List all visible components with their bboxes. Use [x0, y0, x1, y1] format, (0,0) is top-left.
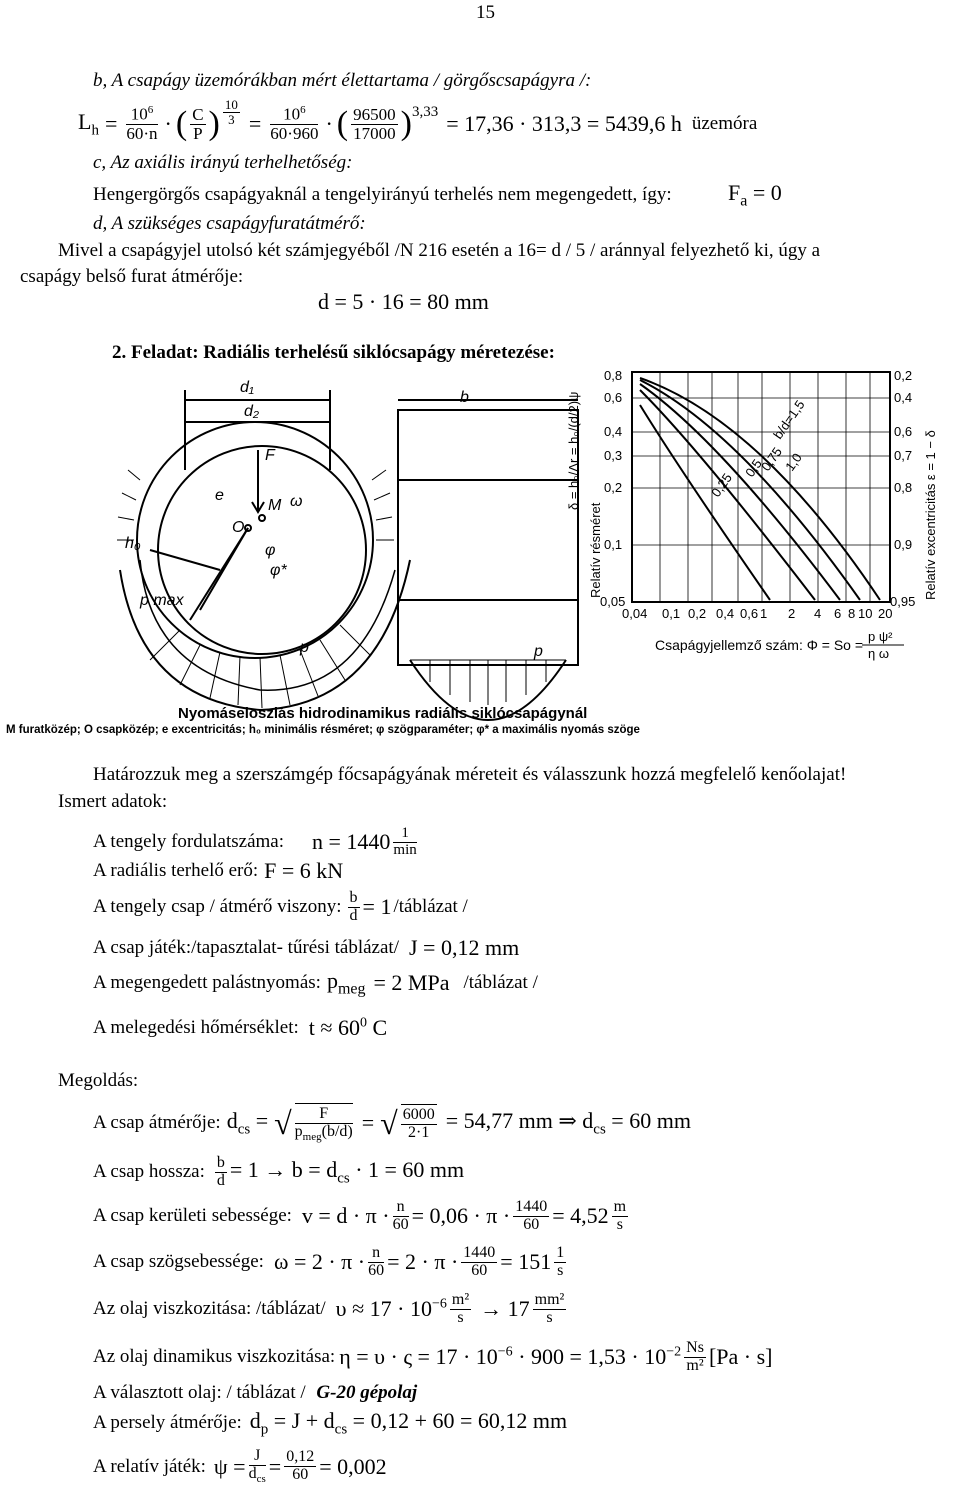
section-c-text: Hengergörgős csapágyaknál a tengelyirányú terhelés nem megengedett, így: [93, 184, 672, 205]
exp-den: 3 [228, 111, 235, 127]
dcs-f1-den-b: b [326, 1122, 335, 1140]
eta-formula: η = υ · ς = 17 · 10 [339, 1344, 498, 1370]
fa-symbol: F [728, 180, 741, 205]
sol-length [93, 1155, 464, 1190]
task2-intro: Határozzuk meg a szerszámgép főcsapágyának méreteit és válasszunk hozzá megfelelő kenőolajat! [93, 764, 847, 785]
known-n [93, 826, 420, 859]
w-formula: ω = 2 · π · [273, 1249, 366, 1275]
label-h0: h₀ [125, 535, 141, 552]
p-rhs: = 2 MPa [373, 970, 450, 996]
ytick-r-08: 0,8 [894, 480, 913, 495]
len-num: b [216, 1154, 225, 1171]
xtick-2: 2 [788, 606, 796, 621]
eta-label: Az olaj dinamikus viszkozitása: [93, 1346, 336, 1368]
graph-ylabel-left: Relatív résméret [588, 502, 603, 598]
task2-title: 2. Feladat: Radiális terhelésű siklócsapágy méretezése: [112, 342, 555, 363]
eta-mid: · 900 = 1,53 · 10 [518, 1344, 667, 1370]
graph-ylabel-formula: δ = h₀/Δr = h₀/(d/2)ψ [566, 391, 581, 510]
ytick-01: 0,1 [604, 537, 623, 552]
graph-xlabel-num: p ψ² [868, 629, 893, 644]
w-unit-den: s [557, 1261, 564, 1279]
label-d2: d₂ [244, 403, 259, 420]
known-j [93, 935, 519, 961]
bore-formula: d = 5 · 16 = 80 mm [318, 289, 489, 314]
known-f [93, 858, 343, 884]
label-e: e [215, 487, 224, 504]
lifetime-formula: $L_h$ = $\frac{10^6}{60\cdot n}$ · ( $\frac{C}{P}$ ) $\frac{10}{3}$ = $\frac{10^6}{60\cdot 960}$ · ( $\frac{96500}{17000}$ ) $^{3,33}$ = 17,36 · 313,3 = 5439,6 h üzemóra [78, 96, 758, 143]
axial-formula [728, 180, 782, 210]
eta-u-num: Ns [686, 1339, 704, 1356]
ytick-r-09: 0,9 [894, 537, 913, 552]
n-unit-num: 1 [393, 826, 416, 843]
dp-rest: = J + d [273, 1408, 335, 1433]
t-sup: 0 [359, 1015, 367, 1031]
section-b-heading: b, A csapágy üzemórákban mért élettartama / görgőscsapágyra /: [93, 70, 592, 91]
w-f2-den: 60 [471, 1261, 488, 1279]
label-d1: d₁ [240, 379, 254, 396]
xtick-20: 20 [878, 606, 893, 621]
sol-oil [93, 1382, 417, 1404]
eq-sign-2: = [248, 111, 262, 136]
len-den: d [216, 1171, 225, 1189]
dcs-lhs: d [226, 1107, 238, 1133]
ytick-r-04: 0,4 [894, 390, 913, 405]
curve-label-10: 1,0 [782, 450, 805, 474]
graph-xlabel-den: η ω [868, 646, 889, 661]
dp-label: A persely átmérője: [93, 1412, 242, 1434]
r-den: 17000 [353, 123, 396, 143]
curve-label-05: 0,5 [742, 456, 765, 480]
sol-omega [93, 1245, 569, 1280]
xtick-06: 0,6 [740, 606, 759, 621]
ytick-r-06: 0,6 [894, 424, 913, 439]
ytick-r-095: 0,95 [890, 594, 916, 609]
dcs-label: A csap átmérője: [93, 1112, 221, 1133]
graph-ylabel-right: Relatív excentricitás ε = 1 − δ [923, 430, 938, 600]
nu-u-num: m² [451, 1291, 470, 1308]
n-formula: n = 1440 [312, 829, 391, 855]
len-sub: cs [337, 1170, 350, 1187]
known-heading: Ismert adatok: [58, 791, 168, 812]
dcs-f1-den: p [294, 1122, 303, 1140]
cp-den: P [193, 123, 203, 143]
v-f2-num: 1440 [515, 1198, 548, 1215]
solution-heading: Megoldás: [58, 1070, 139, 1091]
t-unit: C [372, 1015, 388, 1040]
f1-num-exp: 6 [147, 104, 154, 117]
psi-eq: = [268, 1453, 282, 1479]
ytick-08: 0,8 [604, 368, 623, 383]
eta-exp2: −2 [666, 1344, 682, 1360]
label-p: p [300, 639, 309, 656]
lh-sub: h [91, 122, 99, 139]
psi-f1-den: d [248, 1464, 257, 1482]
ytick-r-07: 0,7 [894, 448, 913, 463]
curve-label-025: 0,25 [708, 470, 735, 500]
psi-f2-den: 60 [292, 1466, 309, 1484]
exp-2: 3,33 [411, 103, 439, 120]
dp-sub2: cs [334, 1421, 348, 1438]
w-f2-num: 1440 [463, 1244, 496, 1261]
xtick-10: 10 [858, 606, 873, 621]
f2-den: 60·960 [270, 123, 319, 143]
section-d-text-1: Mivel a csapágyjel utolsó két számjegyéből /N 216 esetén a 16= d / 5 / aránnyal felyezhető ki, úgy a [58, 240, 821, 261]
psi-res: = 0,002 [319, 1453, 387, 1479]
label-O: O [232, 519, 245, 536]
lifetime-result: = 17,36 · 313,3 = 5439,6 h [446, 111, 682, 136]
dcs-f2-num: 6000 [402, 1106, 435, 1124]
lifetime-unit: üzemóra [691, 113, 758, 134]
w-unit-num: 1 [556, 1244, 565, 1261]
w-mid: = 2 · π · [387, 1249, 459, 1275]
len-label: A csap hossza: [93, 1161, 205, 1183]
oil-value: G-20 gépolaj [316, 1382, 418, 1403]
len-formula: = 1 → b = d [229, 1157, 338, 1183]
eta-u-den: m² [686, 1356, 704, 1374]
v-f-den: 60 [392, 1215, 409, 1233]
v-res: = 4,52 [552, 1203, 609, 1229]
ytick-03: 0,3 [604, 448, 623, 463]
nu-label: Az olaj viszkozitása: /táblázat/ [93, 1298, 326, 1320]
xtick-1: 1 [760, 606, 768, 621]
label-phi: φ [265, 542, 276, 559]
dcs-f1-den-sub: meg [302, 1130, 322, 1143]
sol-velocity [93, 1199, 631, 1234]
sol-dp [93, 1408, 567, 1438]
psi-formula: ψ = [213, 1453, 246, 1479]
nu-exp: −6 [431, 1296, 447, 1312]
r-num: 96500 [353, 104, 396, 124]
label-phistar: φ* [270, 562, 287, 579]
xtick-6: 6 [834, 606, 842, 621]
f2-num-exp: 6 [300, 104, 306, 117]
p-sub: meg [337, 980, 366, 998]
label-F: F [265, 447, 275, 464]
w-f-num: n [368, 1245, 384, 1263]
f1-den: 60·n [126, 123, 158, 143]
dp-res: = 0,12 + 60 = 60,12 mm [352, 1408, 568, 1433]
w-res: = 151 [500, 1249, 552, 1275]
graph-xlabel: Csapágyjellemző szám: Φ = So = [655, 637, 864, 653]
v-mid: = 0,06 · π · [411, 1203, 511, 1229]
f1-num: 10 [130, 104, 148, 124]
v-unit-den: s [616, 1215, 624, 1233]
known-p [93, 968, 538, 998]
p-label: A megengedett palástnyomás: [93, 972, 321, 994]
psi-f1-den-sub: cs [256, 1472, 266, 1485]
dcs-result-sub: cs [593, 1121, 606, 1138]
j-formula: J = 0,12 mm [408, 935, 520, 960]
sol-dcs: A csap átmérője: $d_{cs}$ = √ $\frac{F}{p_{meg}(b/d)}$ = √ $\frac{6000}{2\cdot 1}$ = 54,77 mm ⇒ $d_{cs} = 60$ mm [93, 1104, 691, 1143]
bearing-figure [0, 360, 946, 748]
sol-psi [93, 1448, 387, 1486]
w-f-den: 60 [368, 1261, 385, 1279]
known-bd [93, 890, 468, 925]
section-d-heading: d, A szükséges csapágyfuratátmérő: [93, 213, 366, 234]
n-label: A tengely fordulatszáma: [93, 831, 284, 853]
dcs-f1-num: F [295, 1106, 353, 1124]
label-M: M [268, 497, 282, 514]
section-c-heading: c, Az axiális irányú terhelhetőség: [93, 152, 353, 173]
label-p2: p [534, 643, 543, 660]
nu-arrow: → 17 [480, 1296, 530, 1322]
n-unit-den: min [393, 841, 417, 858]
sol-nu [93, 1292, 569, 1327]
bd-label: A tengely csap / átmérő viszony: [93, 896, 342, 918]
xtick-8: 8 [848, 606, 856, 621]
cp-num: C [192, 104, 204, 124]
dp-sub: p [260, 1421, 269, 1438]
dcs-f1-den-d: d [339, 1122, 348, 1140]
label-b: b [460, 389, 469, 406]
eta-unit: [Pa · s] [708, 1344, 773, 1370]
nu-u2-num: mm² [534, 1291, 565, 1308]
t-label: A melegedési hőmérséklet: [93, 1017, 299, 1038]
curve-label-075: 0,75 [758, 444, 785, 474]
figure-legend: M furatközép; O csapközép; e excentricitás; h₀ minimális résméret; φ szögparaméter; φ* a maximális nyomás szöge [6, 724, 640, 736]
v-f-num: n [393, 1199, 409, 1217]
exp-num: 10 [224, 96, 238, 112]
bd-den: d [349, 906, 358, 924]
section-d-text-2: csapágy belső furat átmérője: [20, 266, 244, 287]
xtick-004: 0,04 [622, 606, 648, 621]
ytick-005: 0,05 [600, 594, 626, 609]
ytick-r-02: 0,2 [894, 368, 913, 383]
ytick-04: 0,4 [604, 424, 623, 439]
page-number: 15 [476, 2, 495, 23]
nu-formula: υ ≈ 17 · 10 [335, 1296, 432, 1322]
ytick-06: 0,6 [604, 390, 623, 405]
dcs-result: = 54,77 mm ⇒ d [445, 1107, 594, 1133]
p-note: /táblázat / [463, 972, 538, 994]
bd-rhs: = 1 [362, 894, 392, 920]
dcs-lhs-sub: cs [237, 1121, 251, 1138]
nu-u2-den: s [546, 1308, 553, 1326]
label-pmax: p max [140, 592, 184, 609]
label-omega: ω [290, 493, 303, 510]
fa-rhs: = 0 [752, 180, 782, 205]
xtick-01: 0,1 [662, 606, 681, 621]
w-label: A csap szögsebessége: [93, 1251, 264, 1273]
v-formula: v = d · π · [301, 1203, 390, 1229]
psi-f1-num: J [249, 1448, 266, 1466]
dp-formula: d [249, 1408, 261, 1433]
xtick-02: 0,2 [688, 606, 707, 621]
lh-symbol: L [78, 108, 92, 134]
f-label: A radiális terhelő erő: [93, 860, 259, 881]
f-formula: F = 6 kN [264, 858, 344, 883]
v-label: A csap kerületi sebessége: [93, 1205, 292, 1227]
xtick-04: 0,4 [716, 606, 735, 621]
psi-f2-num: 0,12 [286, 1448, 315, 1466]
nu-u-den: s [457, 1308, 464, 1326]
fa-sub: a [740, 192, 748, 210]
psi-label: A relatív játék: [93, 1455, 206, 1477]
v-f2-den: 60 [523, 1215, 540, 1233]
known-t [93, 1015, 387, 1041]
v-unit-num: m [613, 1198, 627, 1215]
ytick-02: 0,2 [604, 480, 623, 495]
j-label: A csap játék:/tapasztalat- tűrési táblázat/ [93, 937, 399, 958]
eta-exp: −6 [497, 1344, 513, 1360]
dcs-result-val: = 60 mm [611, 1107, 691, 1133]
xtick-4: 4 [814, 606, 822, 621]
t-formula: t ≈ 60 [308, 1015, 360, 1040]
f2-num: 10 [283, 104, 301, 124]
sol-eta [93, 1340, 772, 1375]
dcs-f2-den: 2·1 [408, 1124, 430, 1141]
eq-sign: = [104, 111, 118, 136]
len-rest: · 1 = 60 mm [355, 1157, 465, 1183]
curve-label-15: b/d=1,5 [770, 397, 808, 442]
figure-caption: Nyomáseloszlás hidrodinamikus radiális siklócsapágynál [178, 705, 588, 722]
bearing-drawing [0, 360, 946, 748]
bd-note: /táblázat / [393, 896, 468, 918]
bd-num: b [349, 889, 358, 906]
oil-label: A választott olaj: / táblázat / [93, 1382, 306, 1403]
p-sym: p [326, 968, 338, 993]
